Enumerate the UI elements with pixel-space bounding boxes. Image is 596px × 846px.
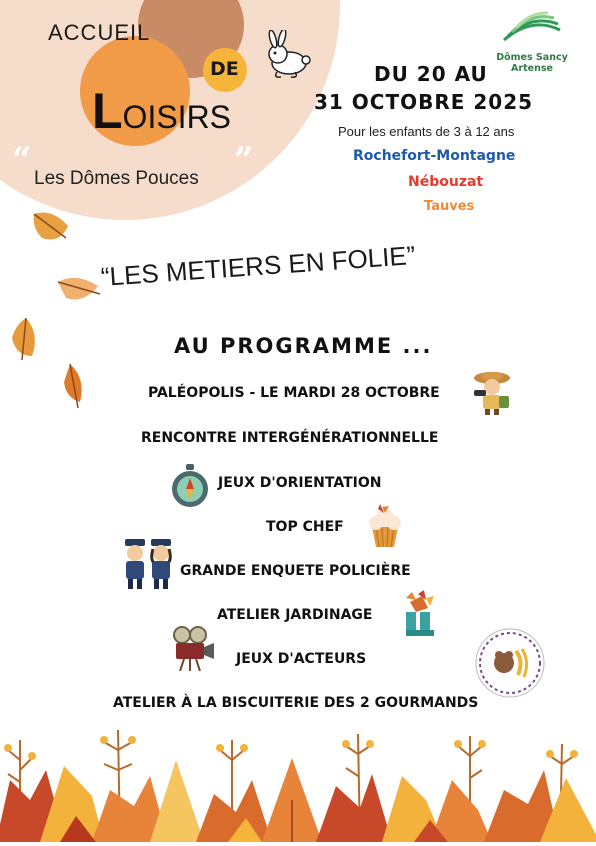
autumn-leaf-icon	[30, 208, 72, 252]
programme-item: RENCONTRE INTERGÉNÉRATIONNELLE	[141, 430, 439, 446]
title-de: DE	[210, 58, 239, 80]
autumn-leaf-icon	[56, 272, 102, 310]
quote-open: “	[12, 140, 32, 180]
location-tauves: Tauves	[424, 199, 475, 214]
programme-title: AU PROGRAMME ...	[174, 334, 433, 358]
location-nebouzat: Nébouzat	[408, 174, 484, 190]
subtitle: Les Dômes Pouces	[34, 168, 199, 189]
programme-item: TOP CHEF	[266, 519, 344, 535]
biscuiterie-badge-icon	[474, 627, 546, 703]
programme-item: ATELIER À LA BISCUITERIE DES 2 GOURMANDS	[113, 695, 479, 711]
title-accueil: ACCUEIL	[48, 20, 151, 45]
logo	[482, 10, 582, 74]
theme-title: “LES METIERS EN FOLIE”	[100, 240, 417, 292]
compass-icon	[169, 463, 211, 513]
explorer-icon	[466, 368, 518, 420]
date-line-2: 31 OCTOBRE 2025	[314, 90, 534, 114]
programme-item: ATELIER JARDINAGE	[217, 607, 373, 623]
location-rochefort: Rochefort-Montagne	[353, 148, 516, 164]
programme-item: PALÉOPOLIS - LE MARDI 28 OCTOBRE	[148, 385, 440, 401]
garden-boots-icon	[398, 590, 440, 644]
quote-close: ”	[234, 140, 254, 180]
autumn-leaves-border	[0, 720, 596, 846]
title-loisirs	[92, 83, 232, 139]
rabbit-icon	[262, 30, 316, 84]
programme-item: GRANDE ENQUETE POLICIÈRE	[180, 563, 411, 579]
logo-text: Dômes Sancy Artense	[496, 52, 568, 74]
date-line-1: DU 20 AU	[374, 62, 488, 86]
age-range: Pour les enfants de 3 à 12 ans	[338, 124, 515, 139]
police-kids-icon	[120, 535, 178, 595]
programme-item: JEUX D'ORIENTATION	[218, 475, 382, 491]
autumn-leaf-icon	[60, 362, 90, 414]
programme-item: JEUX D'ACTEURS	[236, 651, 367, 667]
loisirs-rest: OISIRS	[122, 99, 232, 135]
cupcake-icon	[362, 501, 408, 553]
film-camera-icon	[170, 625, 216, 675]
mountain-stripes-logo	[502, 10, 562, 46]
loisirs-initial: L	[92, 83, 123, 139]
autumn-leaf-icon	[8, 316, 42, 366]
